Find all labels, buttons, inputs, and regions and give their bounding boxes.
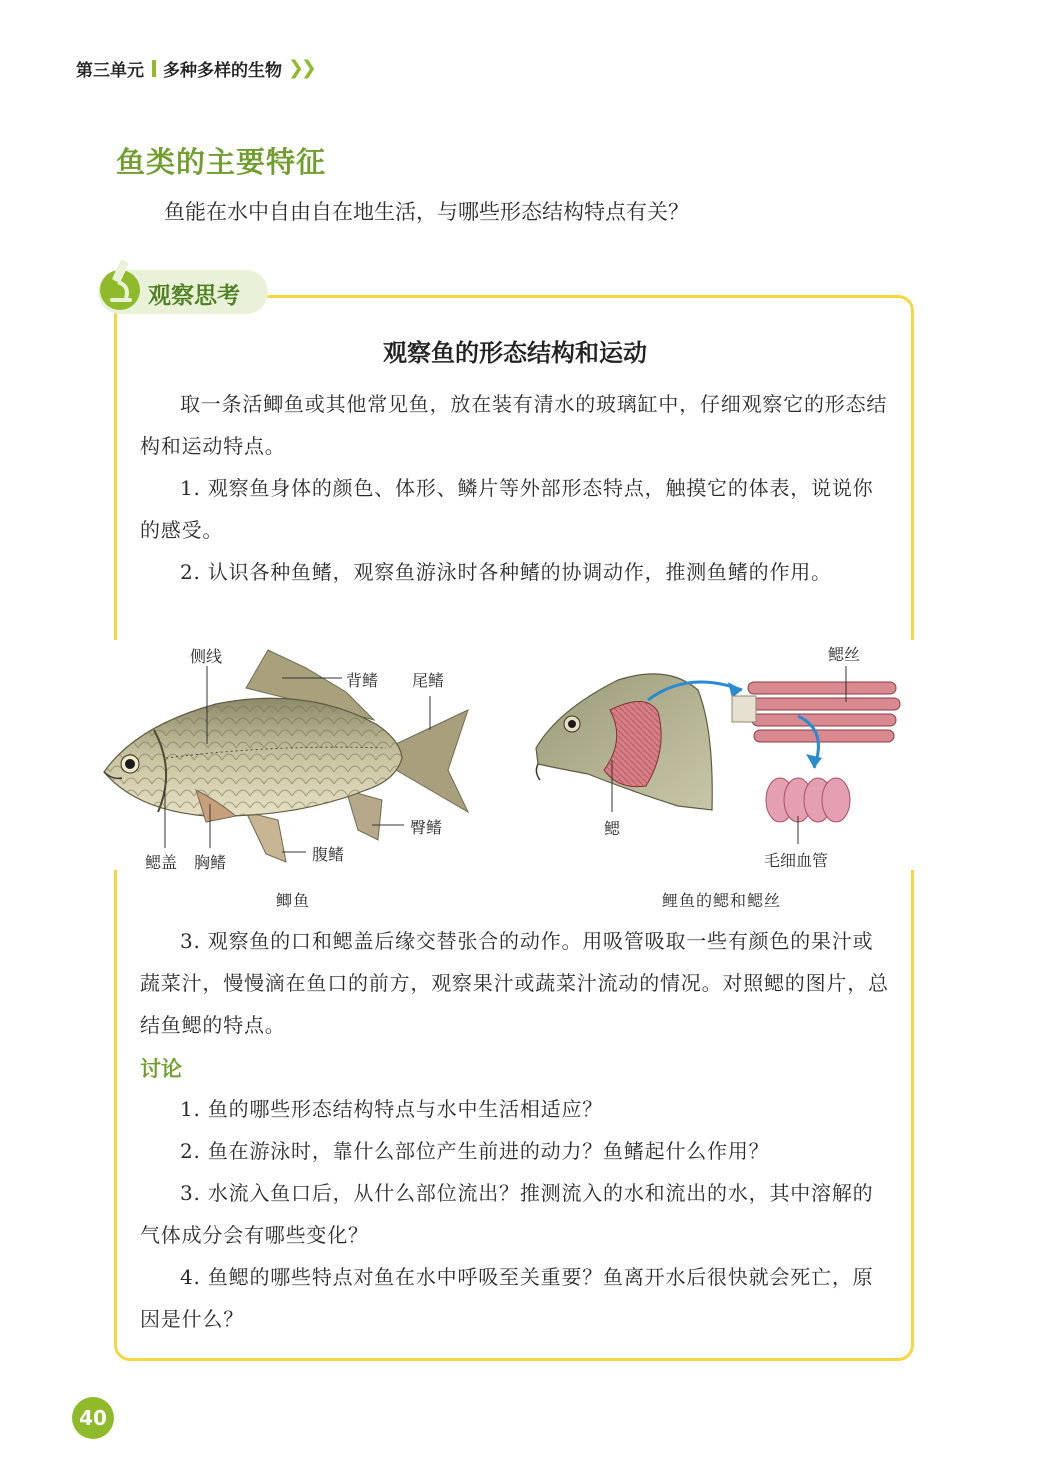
carp-gill-illustration — [528, 640, 908, 880]
activity-intro: 取一条活鲫鱼或其他常见鱼，放在装有清水的玻璃缸中，仔细观察它的形态结构和运动特点。 — [140, 392, 888, 458]
carp-barbel — [536, 764, 540, 780]
label-gill: 鳃 — [604, 819, 621, 838]
arrow-head-capillary — [806, 754, 822, 768]
label-pectoral-fin: 胸鳍 — [194, 853, 227, 872]
figure-caption-crucian: 鲫鱼 — [276, 891, 311, 910]
step-3-block — [140, 920, 894, 1046]
anal-fin-shape — [346, 790, 382, 840]
label-pelvic-fin: 腹鳍 — [312, 845, 345, 864]
unit-label: 第三单元 — [76, 60, 144, 81]
running-header — [76, 55, 314, 81]
activity-badge-label: 观察思考 — [148, 283, 240, 309]
discussion-question-2: 2. 鱼在游泳时，靠什么部位产生前进的动力？鱼鳍起什么作用？ — [180, 1139, 770, 1163]
label-gill-filament: 鳃丝 — [828, 645, 861, 664]
figure-caption-carp-gill: 鲤鱼的鳃和鳃丝 — [662, 891, 782, 910]
discussion-questions — [140, 1088, 894, 1340]
intro-question: 鱼能在水中自由自在地生活，与哪些形态结构特点有关？ — [164, 200, 689, 224]
label-dorsal-fin: 背鳍 — [346, 671, 379, 690]
page-number: 40 — [79, 1406, 107, 1430]
step-1: 1. 观察鱼身体的颜色、体形、鳞片等外部形态特点，触摸它的体表，说说你的感受。 — [140, 476, 874, 542]
discussion-question-3: 3. 水流入鱼口后，从什么部位流出？推测流入的水和流出的水，其中溶解的气体成分会有哪些变化？ — [140, 1181, 874, 1247]
activity-title: 观察鱼的形态结构和运动 — [383, 338, 647, 367]
discussion-question-1: 1. 鱼的哪些形态结构特点与水中生活相适应？ — [180, 1097, 604, 1121]
discussion-question-4: 4. 鱼鳃的哪些特点对鱼在水中呼吸至关重要？鱼离开水后很快就会死亡，原因是什么？ — [140, 1265, 874, 1331]
label-lateral-line: 侧线 — [190, 647, 223, 666]
carp-pupil — [568, 720, 576, 728]
label-capillary: 毛细血管 — [764, 851, 829, 870]
label-anal-fin: 臀鳍 — [410, 818, 443, 837]
discussion-heading: 讨论 — [140, 1057, 182, 1081]
pelvic-fin-shape — [246, 812, 286, 862]
activity-instructions — [140, 383, 894, 593]
section-title: 鱼类的主要特征 — [116, 145, 327, 179]
header-divider — [152, 60, 156, 77]
fish-pupil — [125, 759, 135, 769]
step-2: 2. 认识各种鱼鳍，观察鱼游泳时各种鳍的协调动作，推测鱼鳍的作用。 — [180, 560, 832, 584]
label-tail-fin: 尾鳍 — [412, 671, 445, 690]
microscope-icon — [96, 252, 144, 316]
unit-topic: 多种多样的生物 — [163, 60, 282, 81]
step-3: 3. 观察鱼的口和鳃盖后缘交替张合的动作。用吸管吸取一些有颜色的果汁或蔬菜汁，慢慢滴在鱼口的前方，观察果汁或蔬菜汁流动的情况。对照鳃的图片，总结鱼鳃的特点。 — [140, 929, 889, 1037]
label-operculum: 鳃盖 — [145, 853, 178, 872]
tail-fin-shape — [396, 710, 468, 812]
chevron-right-icon: ❯❯ — [288, 57, 314, 79]
capillary-shape — [766, 778, 850, 822]
